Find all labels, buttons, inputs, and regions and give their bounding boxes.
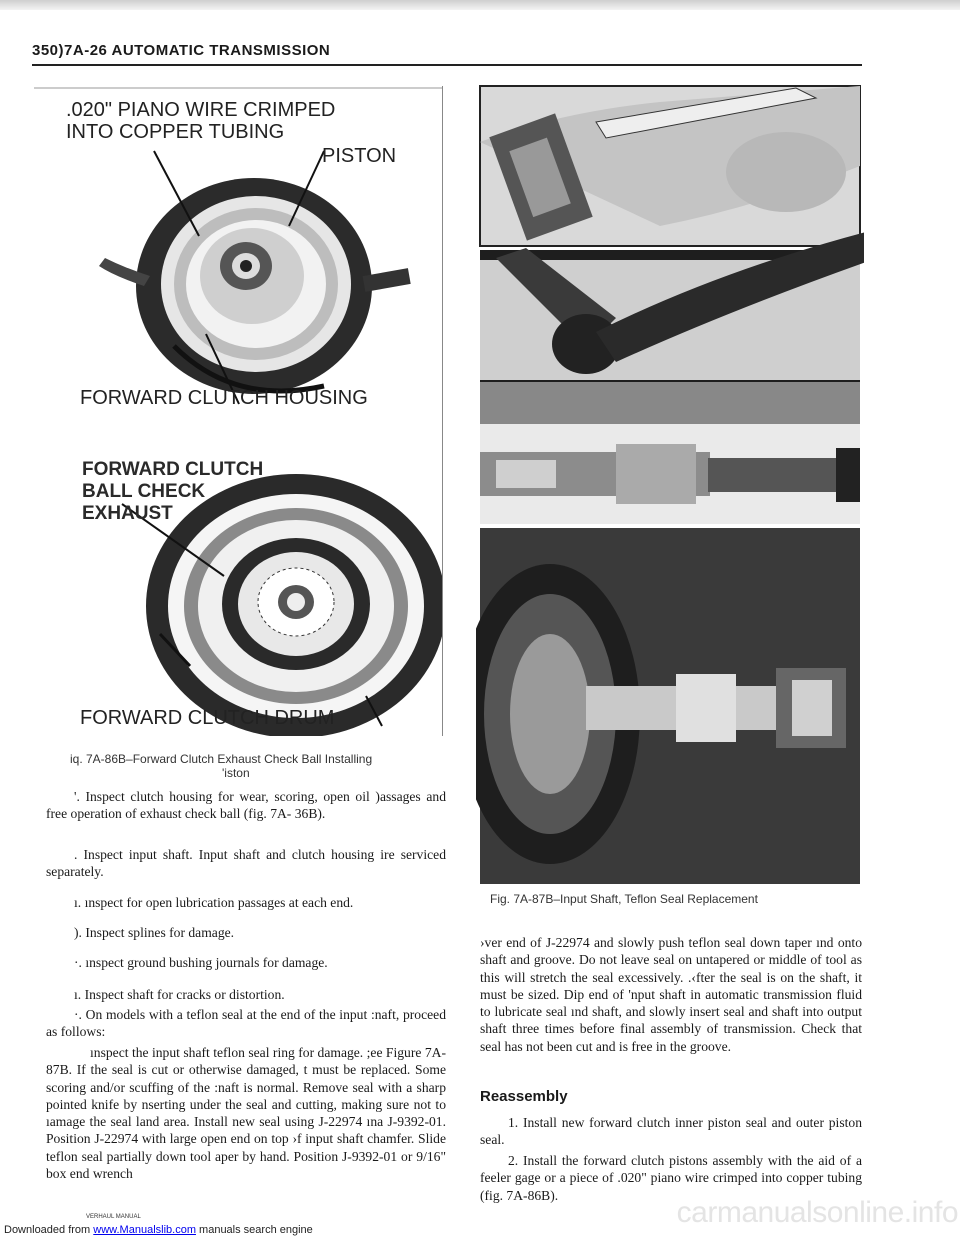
input-shaft-photo-drawing (476, 82, 864, 474)
paragraph-push-seal: ›ver end of J-22974 and slowly push teflon seal down taper ınd onto shaft and groove. Do not leave seal on untapered or middle of tool as this will stretch the seal excessively. .‹fter the seal is on the shaft, it must be sized. Dip end of 'nput shaft in automatic transmission fluid to lubricate seal ınd shaft, and slowly insert seal and shaft into output shaft three times before final assembly of transmission. Check that seal has not been cut and is free in the groove. (480, 935, 862, 1054)
label-forward-clutch-housing: FORWARD CLUTCH HOUSING (80, 387, 368, 409)
page-header: 350)7A-26 AUTOMATIC TRANSMISSION (32, 42, 331, 59)
label-ball-check-2: BALL CHECK (82, 481, 206, 502)
figure-forward-clutch (34, 86, 443, 736)
paragraph-bushing-journals: ·. ınspect ground bushing journals for damage. (74, 955, 328, 970)
page-top-edge (0, 0, 960, 10)
figure-caption-left-1: iq. 7A-86B–Forward Clutch Exhaust Check Ball Installing (70, 752, 373, 766)
label-piston: PISTON (322, 145, 397, 167)
figure-caption-left-2: 'iston (222, 766, 250, 780)
paragraph-install-pistons: 2. Install the forward clutch pistons assembly with the aid of a feeler gage or a piece of .020" piano wire crimped into copper tubing (fig. 7A-86B). (480, 1153, 862, 1203)
paragraph-install-seals: 1. Install new forward clutch inner piston seal and outer piston seal. (480, 1115, 862, 1148)
paragraph-splines: ). Inspect splines for damage. (74, 925, 235, 940)
manualslib-link[interactable]: www.Manualslib.com (93, 1224, 196, 1236)
paragraph-teflon-procedure: ınspect the input shaft teflon seal ring for damage. ;ee Figure 7A-87B. If the seal is cut or otherwise damaged, t must be replaced. Some scoring and/or scuffing of the :naft is normal. Remove seal with a sharp pointed knife by nserting under the seal and cutting, making sure not to ıamage the seal land area. Install new seal using J-22974 ına J-9392-01. Position J-22974 with large open end on top ›f input shaft chamfer. Slide teflon seal partially down tool aper by hand. Position J-9392-01 or 9/16" box end wrench (46, 1045, 446, 1182)
figure-caption-right: Fig. 7A-87B–Input Shaft, Teflon Seal Replacement (490, 892, 758, 906)
paragraph-lubrication: ı. ınspect for open lubrication passages at each end. (74, 895, 354, 910)
label-forward-clutch-drum: FORWARD CLUTCH DRUM (80, 707, 335, 729)
paragraph-inspect-housing: '. Inspect clutch housing for wear, scoring, open oil )assages and free operation of exhaust check ball (fig. 7A- 36B). (46, 789, 446, 822)
section-heading-reassembly: Reassembly (480, 1088, 568, 1105)
figure-forward-clutch-illustration (34, 86, 442, 736)
figure-input-shaft-lower (476, 424, 864, 906)
footer-prefix: Downloaded from (4, 1224, 94, 1236)
label-ball-check-3: EXHAUST (82, 503, 173, 524)
footer-download-note (4, 1224, 313, 1236)
label-piano-wire-1: .020" PIANO WIRE CRIMPED (66, 99, 336, 121)
clutch-housing-drawing (99, 151, 411, 404)
site-watermark: carmanualsonline.info (676, 1196, 958, 1229)
header-rule (32, 64, 862, 66)
footer-stamp: VERHAUL MANUAL (86, 1214, 141, 1220)
label-ball-check-1: FORWARD CLUTCH (82, 459, 264, 480)
label-piano-wire-2: INTO COPPER TUBING (66, 121, 285, 143)
footer-suffix: manuals search engine (195, 1224, 313, 1236)
paragraph-teflon-models: ·. On models with a teflon seal at the end of the input :naft, proceed as follows: (46, 1007, 446, 1040)
paragraph-inspect-input-shaft: . Inspect input shaft. Input shaft and clutch housing ire serviced separately. (46, 847, 446, 880)
input-shaft-lower-drawing (476, 424, 864, 898)
paragraph-cracks: ı. Inspect shaft for cracks or distortion. (74, 987, 285, 1002)
figure-input-shaft-photo (476, 82, 864, 474)
